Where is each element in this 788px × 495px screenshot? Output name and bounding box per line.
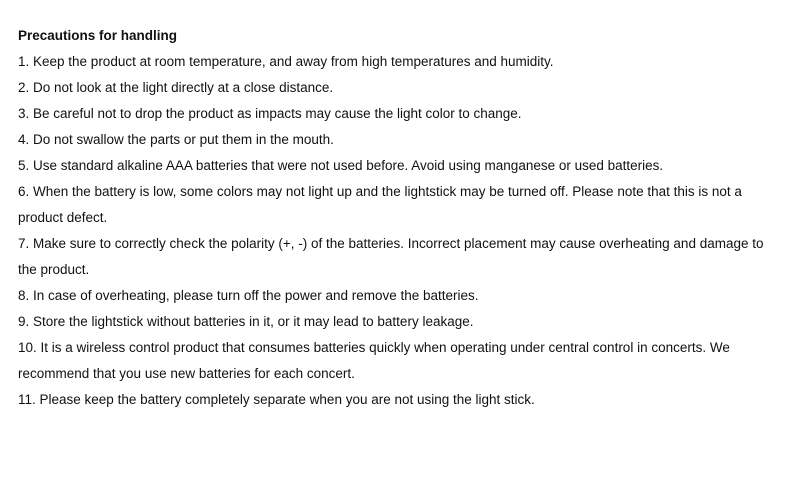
list-item: 3. Be careful not to drop the product as impacts may cause the light color to change. [18, 106, 522, 121]
list-item: 7. Make sure to correctly check the polarity (+, -) of the batteries. Incorrect placement may cause overheating and damage to the product. [18, 236, 764, 277]
section-title: Precautions for handling [18, 28, 178, 43]
precautions-list [18, 49, 770, 413]
list-item: 1. Keep the product at room temperature, and away from high temperatures and humidity. [18, 54, 554, 69]
list-item: 11. Please keep the battery completely separate when you are not using the light stick. [18, 392, 535, 407]
list-item: 10. It is a wireless control product that consumes batteries quickly when operating under central control in concerts. We recommend that you use new batteries for each concert. [18, 340, 730, 381]
list-item: 8. In case of overheating, please turn off the power and remove the batteries. [18, 288, 479, 303]
list-item: 9. Store the lightstick without batteries in it, or it may lead to battery leakage. [18, 314, 474, 329]
list-item: 2. Do not look at the light directly at a close distance. [18, 80, 334, 95]
precautions-section [18, 23, 770, 413]
list-item: 4. Do not swallow the parts or put them in the mouth. [18, 132, 334, 147]
list-item: 5. Use standard alkaline AAA batteries that were not used before. Avoid using manganese or used batteries. [18, 158, 664, 173]
list-item: 6. When the battery is low, some colors may not light up and the lightstick may be turned off. Please note that this is not a product defect. [18, 184, 742, 225]
